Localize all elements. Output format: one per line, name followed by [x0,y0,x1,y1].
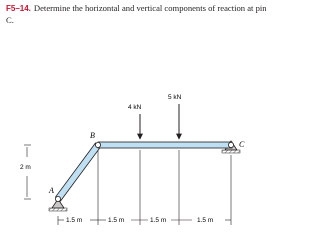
span-label-1: 1.5 m [66,217,83,224]
pin-b [95,142,100,147]
span-label-3: 1.5 m [150,217,167,224]
span-label-4: 1.5 m [197,217,214,224]
member-ab [56,143,101,201]
label-b: B [90,131,95,140]
label-c: C [239,140,245,149]
problem-number: F5–14. [6,4,31,13]
load-5kn [168,94,182,139]
label-a: A [49,186,54,195]
member-bc [98,142,232,148]
load-5kn-label: 5 kN [168,94,182,101]
pin-a [55,196,60,201]
height-label: 2 m [20,164,31,171]
span-label-2: 1.5 m [108,217,125,224]
load-4kn-label: 4 kN [128,104,142,111]
problem-text: Determine the horizontal and vertical components of reaction at pin C. [6,3,267,25]
height-dimension [24,145,31,199]
load-4kn [128,104,142,139]
pin-c [228,142,233,147]
